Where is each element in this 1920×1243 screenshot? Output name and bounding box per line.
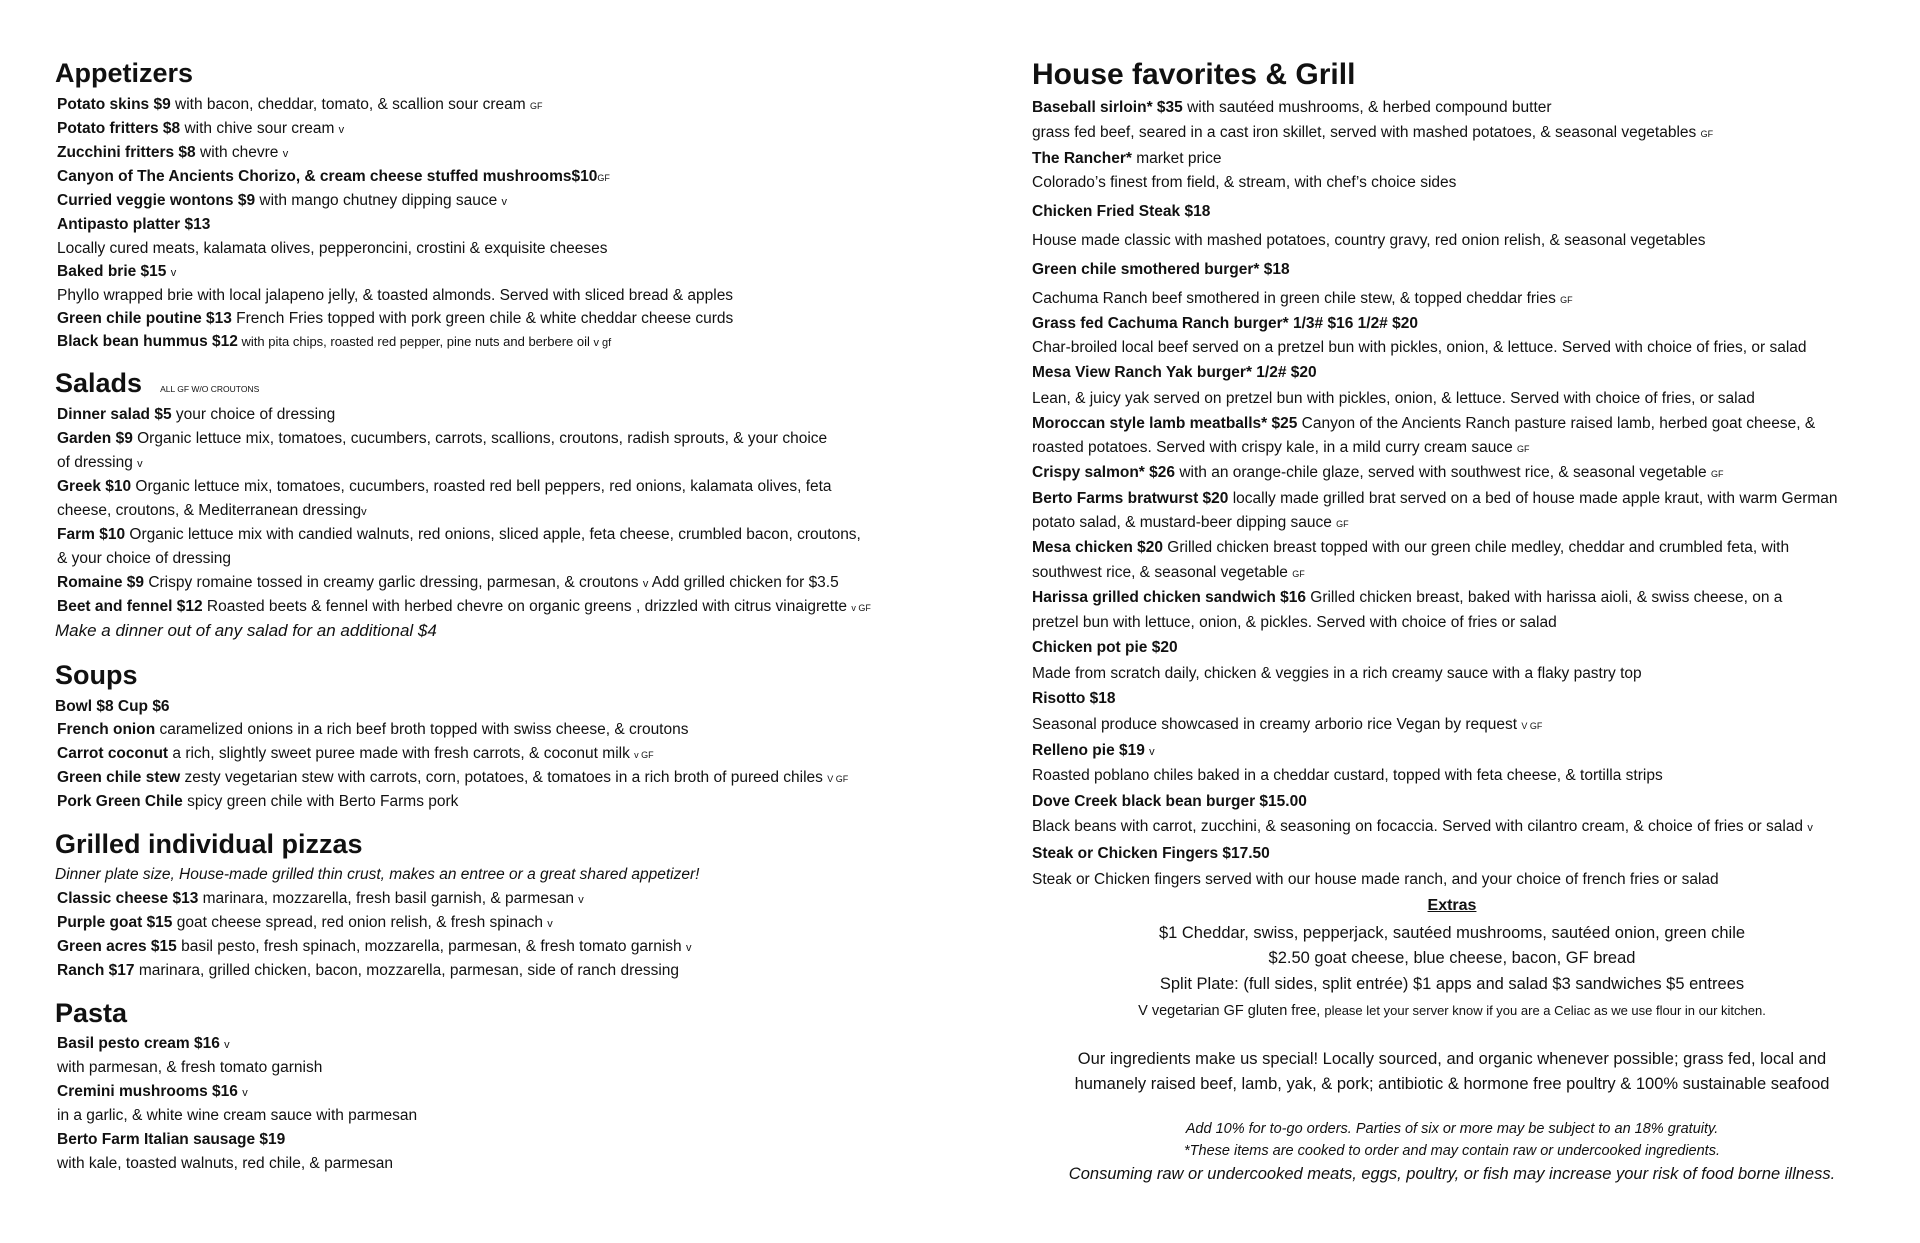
list-item: Chicken pot pie $20	[1032, 639, 1178, 656]
list-item: Beet and fennel $12 Roasted beets & fennel with herbed chevre on organic greens , drizzled with citrus vinaigrette v GF	[57, 598, 871, 615]
pizzas-heading: Grilled individual pizzas	[55, 829, 363, 859]
salads-header	[55, 368, 259, 399]
list-item: The Rancher* market price	[1032, 150, 1222, 167]
list-item: of dressing v	[57, 454, 143, 471]
list-item: Romaine $9 Crispy romaine tossed in creamy garlic dressing, parmesan, & croutons v Add grilled chicken for $3.5	[57, 574, 839, 591]
extras-line: Split Plate: (full sides, split entrée) $1 apps and salad $3 sandwiches $5 entrees	[1159, 975, 1745, 993]
list-item: Black bean hummus $12 with pita chips, roasted red pepper, pine nuts and berbere oil v gf	[57, 333, 612, 350]
list-item: Basil pesto cream $16 v	[57, 1035, 230, 1052]
list-item: Ranch $17 marinara, grilled chicken, bacon, mozzarella, parmesan, side of ranch dressing	[57, 962, 680, 979]
list-item: with kale, toasted walnuts, red chile, & parmesan	[57, 1155, 394, 1172]
ingredients-line: Our ingredients make us special! Locally sourced, and organic whenever possible; grass fed, local and	[1077, 1050, 1827, 1068]
list-item: Greek $10 Organic lettuce mix, tomatoes, cucumbers, roasted red bell peppers, red onions, kalamata olives, feta	[57, 478, 832, 495]
list-item: Mesa View Ranch Yak burger* 1/2# $20	[1032, 364, 1317, 381]
list-item: Colorado’s finest from field, & stream, with chef’s choice sides	[1032, 174, 1457, 191]
appetizers-heading: Appetizers	[55, 58, 194, 88]
list-item: Locally cured meats, kalamata olives, pepperoncini, crostini & exquisite cheeses	[57, 240, 608, 257]
list-item: Carrot coconut a rich, slightly sweet puree made with fresh carrots, & coconut milk v GF	[57, 745, 654, 762]
list-item: grass fed beef, seared in a cast iron skillet, served with mashed potatoes, & seasonal vegetables GF	[1032, 124, 1714, 141]
list-item: pretzel bun with lettuce, onion, & pickles. Served with choice of fries or salad	[1032, 614, 1557, 631]
list-item: Dinner salad $5 your choice of dressing	[57, 406, 336, 423]
list-item: roasted potatoes. Served with crispy kale, in a mild curry cream sauce GF	[1032, 439, 1530, 456]
dietary-legend: V vegetarian GF gluten free, please let your server know if you are a Celiac as we use flour in our kitchen.	[1138, 1003, 1766, 1019]
house-favorites-heading: House favorites & Grill	[1032, 58, 1356, 91]
list-item: Steak or Chicken Fingers $17.50	[1032, 845, 1270, 862]
list-item: Risotto $18	[1032, 690, 1116, 707]
list-item: Black beans with carrot, zucchini, & seasoning on focaccia. Served with cilantro cream, & choice of fries or salad v	[1032, 818, 1813, 835]
list-item: Crispy salmon* $26 with an orange-chile glaze, served with southwest rice, & seasonal vegetable GF	[1032, 464, 1724, 481]
salads-note: ALL GF W/O CROUTONS	[160, 384, 260, 394]
list-item: Dove Creek black bean burger $15.00	[1032, 793, 1307, 810]
notice-line: Add 10% for to-go orders. Parties of six or more may be subject to an 18% gratuity.	[1185, 1121, 1719, 1137]
soups-heading: Soups	[55, 660, 138, 690]
list-item: Potato skins $9 with bacon, cheddar, tomato, & scallion sour cream GF	[57, 96, 543, 113]
pasta-heading: Pasta	[55, 998, 128, 1028]
list-item: Relleno pie $19 v	[1032, 742, 1155, 759]
list-item: Made from scratch daily, chicken & veggies in a rich creamy sauce with a flaky pastry top	[1032, 665, 1642, 682]
list-item: cheese, croutons, & Mediterranean dressingv	[57, 502, 367, 519]
list-item: Roasted poblano chiles baked in a cheddar custard, topped with feta cheese, & tortilla strips	[1032, 767, 1663, 784]
notice-line: Consuming raw or undercooked meats, eggs, poultry, or fish may increase your risk of food borne illness.	[1068, 1165, 1836, 1183]
list-item: with parmesan, & fresh tomato garnish	[57, 1059, 323, 1076]
list-item: & your choice of dressing	[57, 550, 232, 567]
list-item: French onion caramelized onions in a rich beef broth topped with swiss cheese, & croutons	[57, 721, 689, 738]
list-item: potato salad, & mustard-beer dipping sauce GF	[1032, 514, 1349, 531]
list-item: Berto Farm Italian sausage $19	[57, 1131, 286, 1148]
list-item: Seasonal produce showcased in creamy arborio rice Vegan by request V GF	[1032, 716, 1543, 733]
salads-footer: Make a dinner out of any salad for an additional $4	[55, 621, 437, 640]
list-item: Cremini mushrooms $16 v	[57, 1083, 248, 1100]
salads-heading: Salads	[55, 368, 143, 398]
notice-line: *These items are cooked to order and may contain raw or undercooked ingredients.	[1184, 1143, 1720, 1159]
extras-line: $1 Cheddar, swiss, pepperjack, sautéed mushrooms, sautéed onion, green chile	[1158, 924, 1746, 942]
list-item: Farm $10 Organic lettuce mix with candied walnuts, red onions, sliced apple, feta cheese, crumbled bacon, croutons,	[57, 526, 861, 543]
list-item: Green acres $15 basil pesto, fresh spinach, mozzarella, parmesan, & fresh tomato garnish v	[57, 938, 692, 955]
list-item: Chicken Fried Steak $18	[1032, 203, 1211, 220]
pizzas-sub: Dinner plate size, House-made grilled thin crust, makes an entree or a great shared appetizer!	[55, 866, 700, 883]
list-item: Green chile stew zesty vegetarian stew with carrots, corn, potatoes, & tomatoes in a rich broth of pureed chiles V GF	[57, 769, 849, 786]
list-item: Char-broiled local beef served on a pretzel bun with pickles, onion, & lettuce. Served with choice of fries, or salad	[1032, 339, 1807, 356]
list-item: Phyllo wrapped brie with local jalapeno jelly, & toasted almonds. Served with sliced bread & apples	[57, 287, 734, 304]
list-item: Grass fed Cachuma Ranch burger* 1/3# $16 1/2# $20	[1032, 315, 1418, 332]
soups-sub: Bowl $8 Cup $6	[55, 698, 170, 715]
extras-title: Extras	[1427, 897, 1477, 914]
list-item: Green chile poutine $13 French Fries topped with pork green chile & white cheddar cheese curds	[57, 310, 734, 327]
list-item: Curried veggie wontons $9 with mango chutney dipping sauce v	[57, 192, 508, 209]
list-item: southwest rice, & seasonal vegetable GF	[1032, 564, 1305, 581]
list-item: Mesa chicken $20 Grilled chicken breast topped with our green chile medley, cheddar and crumbled feta, with	[1032, 539, 1790, 556]
list-item: Green chile smothered burger* $18	[1032, 261, 1290, 278]
list-item: Lean, & juicy yak served on pretzel bun with pickles, onion, & lettuce. Served with choice of fries, or salad	[1032, 390, 1755, 407]
extras-line: $2.50 goat cheese, blue cheese, bacon, GF bread	[1268, 949, 1636, 967]
list-item: Antipasto platter $13	[57, 216, 211, 233]
list-item: Cachuma Ranch beef smothered in green chile stew, & topped cheddar fries GF	[1032, 290, 1573, 307]
list-item: Moroccan style lamb meatballs* $25 Canyon of the Ancients Ranch pasture raised lamb, herbed goat cheese, &	[1032, 415, 1816, 432]
list-item: Garden $9 Organic lettuce mix, tomatoes, cucumbers, carrots, scallions, croutons, radish sprouts, & your choice	[57, 430, 828, 447]
list-item: Berto Farms bratwurst $20 locally made grilled brat served on a bed of house made apple kraut, with warm German	[1032, 490, 1838, 507]
ingredients-line: humanely raised beef, lamb, yak, & pork; antibiotic & hormone free poultry & 100% sustainable seafood	[1074, 1075, 1830, 1093]
list-item: House made classic with mashed potatoes, country gravy, red onion relish, & seasonal vegetables	[1032, 232, 1706, 249]
list-item: Purple goat $15 goat cheese spread, red onion relish, & fresh spinach v	[57, 914, 553, 931]
list-item: Harissa grilled chicken sandwich $16 Grilled chicken breast, baked with harissa aioli, & swiss cheese, on a	[1032, 589, 1783, 606]
list-item: Pork Green Chile spicy green chile with Berto Farms pork	[57, 793, 459, 810]
list-item: Zucchini fritters $8 with chevre v	[57, 144, 289, 161]
list-item: Baked brie $15 v	[57, 263, 177, 280]
list-item: Baseball sirloin* $35 with sautéed mushrooms, & herbed compound butter	[1032, 99, 1552, 116]
list-item: in a garlic, & white wine cream sauce with parmesan	[57, 1107, 418, 1124]
list-item: Canyon of The Ancients Chorizo, & cream cheese stuffed mushrooms$10GF	[57, 168, 610, 185]
list-item: Potato fritters $8 with chive sour cream v	[57, 120, 345, 137]
list-item: Classic cheese $13 marinara, mozzarella, fresh basil garnish, & parmesan v	[57, 890, 584, 907]
list-item: Steak or Chicken fingers served with our house made ranch, and your choice of french fries or salad	[1032, 871, 1719, 888]
